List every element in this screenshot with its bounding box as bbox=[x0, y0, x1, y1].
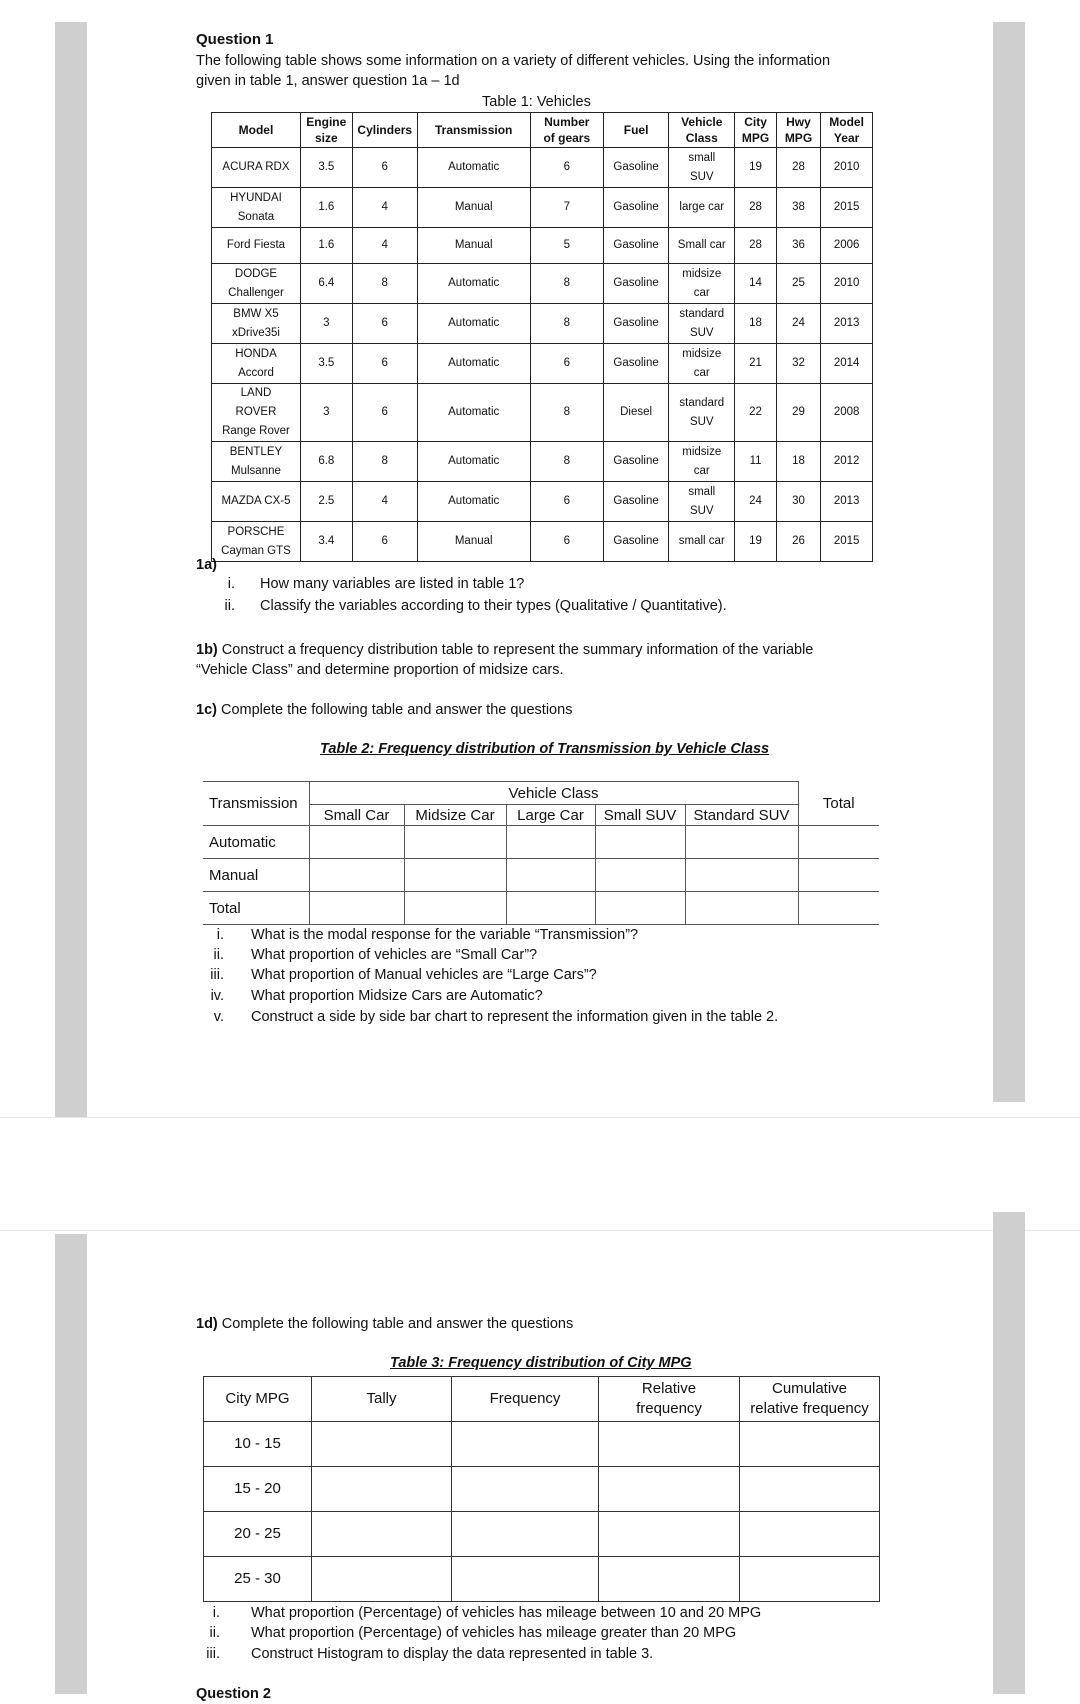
cell-vehicle-class: midsize car bbox=[669, 442, 735, 482]
cell-transmission: Manual bbox=[417, 188, 530, 228]
cell-vehicle-class: small car bbox=[669, 522, 735, 562]
q1d-item-text: What proportion (Percentage) of vehicles has mileage greater than 20 MPG bbox=[251, 1625, 737, 1641]
cell-engine-size: 1.6 bbox=[300, 228, 352, 264]
next-question-heading: Question 2 bbox=[196, 1686, 271, 1702]
cell-transmission: Automatic bbox=[417, 344, 530, 384]
q1d-item-text: Construct Histogram to display the data represented in table 3. bbox=[251, 1646, 654, 1662]
cell-fuel: Gasoline bbox=[604, 264, 669, 304]
cell-gears: 5 bbox=[530, 228, 603, 264]
q1d-item-number: i. bbox=[212, 1605, 220, 1621]
table3-cell bbox=[452, 1557, 599, 1602]
q1c-item-text: What proportion Midsize Cars are Automatic? bbox=[251, 988, 543, 1004]
table-row bbox=[203, 826, 879, 859]
q1c-item-number: i. bbox=[216, 927, 224, 943]
cell-vehicle-class: standard SUV bbox=[669, 384, 735, 442]
col-header-vehicle-class: Vehicle Class bbox=[669, 113, 735, 148]
cell-transmission: Manual bbox=[417, 228, 530, 264]
col-header-hwy-mpg: Hwy MPG bbox=[776, 113, 820, 148]
col-header-city-mpg: City MPG bbox=[735, 113, 776, 148]
cell-vehicle-class: midsize car bbox=[669, 344, 735, 384]
cell-model: LAND ROVER Range Rover bbox=[212, 384, 301, 442]
table3-cell bbox=[599, 1512, 740, 1557]
cell-transmission: Automatic bbox=[417, 264, 530, 304]
table3-cell bbox=[740, 1422, 880, 1467]
table3-cell bbox=[740, 1512, 880, 1557]
table3-row-label: 25 - 30 bbox=[204, 1557, 312, 1602]
table-header-row bbox=[204, 1377, 880, 1422]
col-header-cylinders: Cylinders bbox=[352, 113, 417, 148]
table-header-row bbox=[212, 113, 873, 148]
cell-cylinders: 6 bbox=[352, 304, 417, 344]
table2-cell bbox=[404, 892, 506, 925]
table-row bbox=[212, 482, 873, 522]
cell-engine-size: 3.5 bbox=[300, 148, 352, 188]
cell-fuel: Gasoline bbox=[604, 522, 669, 562]
table2-cell bbox=[798, 892, 879, 925]
cell-gears: 6 bbox=[530, 344, 603, 384]
table-row bbox=[204, 1422, 880, 1467]
table2-col-header: Midsize Car bbox=[404, 805, 506, 826]
col-header-model-year: Model Year bbox=[821, 113, 873, 148]
cell-fuel: Gasoline bbox=[604, 188, 669, 228]
cell-engine-size: 3 bbox=[300, 384, 352, 442]
right-border-strip-bottom bbox=[993, 1212, 1025, 1694]
table2-row-label: Automatic bbox=[203, 826, 309, 859]
q1a-label: 1a) bbox=[196, 557, 217, 573]
table2-cell bbox=[309, 859, 404, 892]
q1d-item-number: ii. bbox=[209, 1625, 220, 1641]
cell-hwy-mpg: 30 bbox=[776, 482, 820, 522]
table-row bbox=[204, 1512, 880, 1557]
table3-cell bbox=[312, 1512, 452, 1557]
cell-model: Ford Fiesta bbox=[212, 228, 301, 264]
table3-col-header: Tally bbox=[312, 1377, 452, 1422]
cell-model: DODGE Challenger bbox=[212, 264, 301, 304]
table3-cell bbox=[452, 1422, 599, 1467]
cell-transmission: Automatic bbox=[417, 384, 530, 442]
cell-city-mpg: 22 bbox=[735, 384, 776, 442]
table2-cell bbox=[595, 826, 685, 859]
table2-cell bbox=[506, 892, 595, 925]
table3-cell bbox=[312, 1467, 452, 1512]
col-header-model: Model bbox=[212, 113, 301, 148]
q1c-item-number: iii. bbox=[210, 967, 224, 983]
table-row bbox=[212, 344, 873, 384]
cell-engine-size: 3 bbox=[300, 304, 352, 344]
cell-city-mpg: 28 bbox=[735, 188, 776, 228]
table2-cell bbox=[595, 892, 685, 925]
q1a-item-text: Classify the variables according to their types (Qualitative / Quantitative). bbox=[260, 598, 727, 614]
cell-model: BENTLEY Mulsanne bbox=[212, 442, 301, 482]
table2-col-header: Large Car bbox=[506, 805, 595, 826]
table3-col-header: City MPG bbox=[204, 1377, 312, 1422]
col-header-fuel: Fuel bbox=[604, 113, 669, 148]
table2-col-header: Small Car bbox=[309, 805, 404, 826]
cell-cylinders: 8 bbox=[352, 442, 417, 482]
cell-hwy-mpg: 29 bbox=[776, 384, 820, 442]
table2-cell bbox=[309, 892, 404, 925]
table3-row-label: 15 - 20 bbox=[204, 1467, 312, 1512]
cell-fuel: Gasoline bbox=[604, 228, 669, 264]
cell-model-year: 2012 bbox=[821, 442, 873, 482]
table3-cell bbox=[740, 1467, 880, 1512]
cell-engine-size: 6.4 bbox=[300, 264, 352, 304]
table-row bbox=[203, 892, 879, 925]
table2-col-header: Small SUV bbox=[595, 805, 685, 826]
q1d-item-text: What proportion (Percentage) of vehicles has mileage between 10 and 20 MPG bbox=[251, 1605, 762, 1621]
cell-hwy-mpg: 26 bbox=[776, 522, 820, 562]
table2-cell bbox=[506, 859, 595, 892]
table-row bbox=[212, 228, 873, 264]
col-header-gears: Number of gears bbox=[530, 113, 603, 148]
cell-engine-size: 3.4 bbox=[300, 522, 352, 562]
cell-hwy-mpg: 24 bbox=[776, 304, 820, 344]
cell-city-mpg: 18 bbox=[735, 304, 776, 344]
cell-hwy-mpg: 32 bbox=[776, 344, 820, 384]
cell-model-year: 2014 bbox=[821, 344, 873, 384]
cell-city-mpg: 28 bbox=[735, 228, 776, 264]
q1c-item-number: v. bbox=[213, 1009, 224, 1025]
cell-city-mpg: 21 bbox=[735, 344, 776, 384]
table2-cell bbox=[685, 826, 798, 859]
table2-cell bbox=[685, 892, 798, 925]
table3-cell bbox=[452, 1467, 599, 1512]
table3-col-header: Frequency bbox=[452, 1377, 599, 1422]
sheet-divider bbox=[0, 1230, 1080, 1231]
table2-cell bbox=[404, 859, 506, 892]
cell-cylinders: 6 bbox=[352, 384, 417, 442]
cell-hwy-mpg: 25 bbox=[776, 264, 820, 304]
table3-cell bbox=[599, 1467, 740, 1512]
table2-cell bbox=[309, 826, 404, 859]
cell-engine-size: 1.6 bbox=[300, 188, 352, 228]
table-row bbox=[212, 522, 873, 562]
col-header-engine: Engine size bbox=[300, 113, 352, 148]
cell-transmission: Automatic bbox=[417, 482, 530, 522]
table-row bbox=[212, 304, 873, 344]
q1c-item-number: iv. bbox=[210, 988, 224, 1004]
cell-cylinders: 8 bbox=[352, 264, 417, 304]
cell-transmission: Manual bbox=[417, 522, 530, 562]
cell-transmission: Automatic bbox=[417, 442, 530, 482]
cell-model: BMW X5 xDrive35i bbox=[212, 304, 301, 344]
table2-col-header: Standard SUV bbox=[685, 805, 798, 826]
cell-gears: 7 bbox=[530, 188, 603, 228]
q1a-item-text: How many variables are listed in table 1? bbox=[260, 576, 525, 592]
table3-cell bbox=[599, 1422, 740, 1467]
cell-hwy-mpg: 36 bbox=[776, 228, 820, 264]
table3-row-label: 20 - 25 bbox=[204, 1512, 312, 1557]
cell-model-year: 2013 bbox=[821, 482, 873, 522]
intro-text: The following table shows some information on a variety of different vehicles. Using the information bbox=[196, 53, 831, 69]
cell-fuel: Diesel bbox=[604, 384, 669, 442]
table3-cell bbox=[312, 1557, 452, 1602]
q1c-item-number: ii. bbox=[213, 947, 224, 963]
cell-fuel: Gasoline bbox=[604, 148, 669, 188]
q1d-text: 1d) Complete the following table and answer the questions bbox=[196, 1316, 574, 1332]
table2-row-label: Total bbox=[203, 892, 309, 925]
q1c-item-text: What is the modal response for the variable “Transmission”? bbox=[251, 927, 639, 943]
table2-row-label: Manual bbox=[203, 859, 309, 892]
city-mpg-frequency-table bbox=[203, 1376, 880, 1602]
cell-cylinders: 6 bbox=[352, 148, 417, 188]
cell-vehicle-class: midsize car bbox=[669, 264, 735, 304]
cell-city-mpg: 19 bbox=[735, 522, 776, 562]
cell-city-mpg: 19 bbox=[735, 148, 776, 188]
cell-gears: 6 bbox=[530, 522, 603, 562]
table3-cell bbox=[599, 1557, 740, 1602]
left-border-strip-top bbox=[55, 22, 87, 1117]
cell-hwy-mpg: 38 bbox=[776, 188, 820, 228]
cell-gears: 8 bbox=[530, 442, 603, 482]
cell-engine-size: 6.8 bbox=[300, 442, 352, 482]
table2-cell bbox=[404, 826, 506, 859]
table3-cell bbox=[740, 1557, 880, 1602]
table3-title: Table 3: Frequency distribution of City MPG bbox=[390, 1355, 692, 1371]
cell-model-year: 2010 bbox=[821, 148, 873, 188]
cell-vehicle-class: standard SUV bbox=[669, 304, 735, 344]
cell-gears: 8 bbox=[530, 304, 603, 344]
cell-model: MAZDA CX-5 bbox=[212, 482, 301, 522]
cell-fuel: Gasoline bbox=[604, 482, 669, 522]
cell-gears: 8 bbox=[530, 264, 603, 304]
q1a-item-number: ii. bbox=[224, 598, 235, 614]
table2-cell bbox=[685, 859, 798, 892]
q1d-item-number: iii. bbox=[206, 1646, 220, 1662]
cell-engine-size: 2.5 bbox=[300, 482, 352, 522]
intro-text: given in table 1, answer question 1a – 1d bbox=[196, 73, 460, 89]
cell-cylinders: 6 bbox=[352, 522, 417, 562]
table3-cell bbox=[452, 1512, 599, 1557]
table2-group-header: Vehicle Class bbox=[309, 782, 798, 805]
cell-model: ACURA RDX bbox=[212, 148, 301, 188]
table-row bbox=[212, 384, 873, 442]
q1c-item-text: What proportion of vehicles are “Small Car”? bbox=[251, 947, 538, 963]
cell-transmission: Automatic bbox=[417, 148, 530, 188]
q1b-text: 1b) Construct a frequency distribution table to represent the summary information of the variable bbox=[196, 642, 814, 658]
cell-gears: 6 bbox=[530, 482, 603, 522]
cell-fuel: Gasoline bbox=[604, 442, 669, 482]
table2-cell bbox=[798, 859, 879, 892]
vehicles-table bbox=[211, 112, 873, 562]
table3-col-header: Cumulative relative frequency bbox=[740, 1377, 880, 1422]
cell-model-year: 2015 bbox=[821, 522, 873, 562]
cell-model: HYUNDAI Sonata bbox=[212, 188, 301, 228]
table-row bbox=[212, 148, 873, 188]
cell-cylinders: 4 bbox=[352, 482, 417, 522]
table3-row-label: 10 - 15 bbox=[204, 1422, 312, 1467]
cell-model-year: 2008 bbox=[821, 384, 873, 442]
left-border-strip-bottom bbox=[55, 1234, 87, 1694]
cell-transmission: Automatic bbox=[417, 304, 530, 344]
cell-cylinders: 4 bbox=[352, 188, 417, 228]
cell-city-mpg: 14 bbox=[735, 264, 776, 304]
col-header-transmission: Transmission bbox=[417, 113, 530, 148]
table-row bbox=[212, 188, 873, 228]
cell-fuel: Gasoline bbox=[604, 304, 669, 344]
cell-city-mpg: 11 bbox=[735, 442, 776, 482]
table2-corner-header: Transmission bbox=[203, 782, 309, 826]
cell-vehicle-class: small SUV bbox=[669, 148, 735, 188]
cell-cylinders: 6 bbox=[352, 344, 417, 384]
cell-vehicle-class: large car bbox=[669, 188, 735, 228]
cell-city-mpg: 24 bbox=[735, 482, 776, 522]
table-row bbox=[212, 442, 873, 482]
cell-model-year: 2015 bbox=[821, 188, 873, 228]
q1c-item-text: What proportion of Manual vehicles are “Large Cars”? bbox=[251, 967, 597, 983]
table-row bbox=[204, 1557, 880, 1602]
sheet-divider bbox=[0, 1117, 1080, 1118]
table3-col-header: Relative frequency bbox=[599, 1377, 740, 1422]
table-row bbox=[203, 859, 879, 892]
cell-model: PORSCHE Cayman GTS bbox=[212, 522, 301, 562]
cell-model-year: 2010 bbox=[821, 264, 873, 304]
cell-model: HONDA Accord bbox=[212, 344, 301, 384]
cell-cylinders: 4 bbox=[352, 228, 417, 264]
right-border-strip-top bbox=[993, 22, 1025, 1102]
q1c-text: 1c) Complete the following table and answer the questions bbox=[196, 702, 573, 718]
table2-cell bbox=[798, 826, 879, 859]
cell-model-year: 2006 bbox=[821, 228, 873, 264]
table-row bbox=[204, 1467, 880, 1512]
cell-gears: 6 bbox=[530, 148, 603, 188]
q1b-text: “Vehicle Class” and determine proportion of midsize cars. bbox=[196, 662, 564, 678]
question-heading: Question 1 bbox=[196, 31, 274, 48]
table2-title: Table 2: Frequency distribution of Transmission by Vehicle Class bbox=[320, 741, 770, 757]
cell-fuel: Gasoline bbox=[604, 344, 669, 384]
table2-total-header: Total bbox=[798, 782, 879, 826]
q1a-item-number: i. bbox=[227, 576, 235, 592]
cell-vehicle-class: Small car bbox=[669, 228, 735, 264]
cell-gears: 8 bbox=[530, 384, 603, 442]
table2-cell bbox=[595, 859, 685, 892]
cell-hwy-mpg: 18 bbox=[776, 442, 820, 482]
cell-model-year: 2013 bbox=[821, 304, 873, 344]
transmission-frequency-table bbox=[203, 781, 879, 925]
table1-caption: Table 1: Vehicles bbox=[482, 94, 591, 110]
q1c-item-text: Construct a side by side bar chart to represent the information given in the table 2. bbox=[251, 1009, 779, 1025]
cell-engine-size: 3.5 bbox=[300, 344, 352, 384]
table3-cell bbox=[312, 1422, 452, 1467]
table2-cell bbox=[506, 826, 595, 859]
cell-hwy-mpg: 28 bbox=[776, 148, 820, 188]
table-row bbox=[212, 264, 873, 304]
cell-vehicle-class: small SUV bbox=[669, 482, 735, 522]
